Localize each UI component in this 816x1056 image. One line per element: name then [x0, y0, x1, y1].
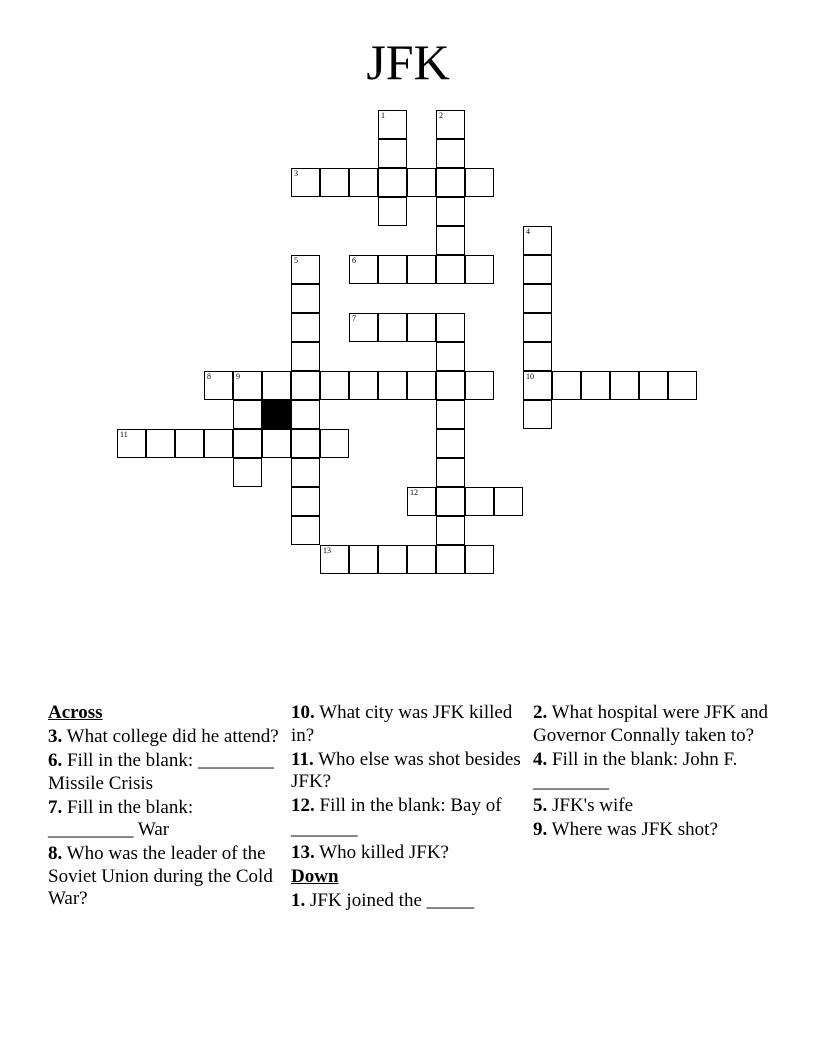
grid-cell[interactable] [378, 139, 407, 168]
grid-cell[interactable] [668, 371, 697, 400]
cell-number: 13 [323, 546, 331, 555]
grid-cell[interactable] [320, 168, 349, 197]
clue-number: 7. [48, 796, 63, 818]
grid-cell[interactable] [436, 400, 465, 429]
cell-number: 7 [352, 314, 356, 323]
grid-cell[interactable] [436, 110, 465, 139]
grid-cell[interactable] [262, 371, 291, 400]
clue-across-10 [291, 702, 526, 747]
clue-column-2 [291, 702, 526, 914]
grid-cell[interactable] [436, 458, 465, 487]
cell-number: 8 [207, 372, 211, 381]
grid-cell[interactable] [436, 313, 465, 342]
clue-text: JFK's wife [552, 795, 634, 816]
grid-cell[interactable] [523, 371, 552, 400]
grid-cell[interactable] [378, 110, 407, 139]
grid-cell[interactable] [349, 545, 378, 574]
grid-cell[interactable] [291, 458, 320, 487]
clue-text: Who else was shot besides JFK? [291, 748, 521, 792]
cell-number: 9 [236, 372, 240, 381]
cell-number: 1 [381, 111, 385, 120]
clue-text: Who killed JFK? [319, 841, 449, 863]
grid-cell[interactable] [436, 429, 465, 458]
grid-cell[interactable] [349, 313, 378, 342]
cell-number: 10 [526, 372, 534, 381]
grid-cell[interactable] [378, 168, 407, 197]
clue-down-5 [533, 795, 768, 818]
puzzle-title: JFK [366, 34, 450, 90]
clue-text: Fill in the blank: _________ War [48, 796, 194, 840]
grid-cell[interactable] [117, 429, 146, 458]
grid-cell[interactable] [465, 545, 494, 574]
grid-cell[interactable] [233, 458, 262, 487]
grid-cell[interactable] [523, 255, 552, 284]
grid-cell[interactable] [436, 139, 465, 168]
grid-cell[interactable] [436, 226, 465, 255]
clue-across-12 [291, 795, 526, 840]
grid-cell[interactable] [378, 371, 407, 400]
grid-cell[interactable] [349, 371, 378, 400]
grid-cell[interactable] [465, 255, 494, 284]
grid-cell[interactable] [175, 429, 204, 458]
grid-cell[interactable] [378, 545, 407, 574]
grid-cell[interactable] [436, 168, 465, 197]
grid-cell[interactable] [320, 371, 349, 400]
grid-cell[interactable] [320, 545, 349, 574]
grid-cell[interactable] [233, 400, 262, 429]
grid-cell[interactable] [378, 197, 407, 226]
grid-cell[interactable] [233, 371, 262, 400]
cell-number: 3 [294, 169, 298, 178]
grid-cell[interactable] [436, 371, 465, 400]
grid-cell[interactable] [465, 168, 494, 197]
clue-number: 5. [533, 795, 548, 816]
clue-across-6 [48, 750, 283, 795]
grid-cell[interactable] [291, 313, 320, 342]
clue-number: 2. [533, 702, 548, 723]
grid-cell[interactable] [581, 371, 610, 400]
clue-text: What city was JFK killed in? [291, 702, 513, 746]
clue-across-13 [291, 842, 526, 865]
grid-cell[interactable] [436, 197, 465, 226]
cell-number: 12 [410, 488, 418, 497]
cell-number: 2 [439, 111, 443, 120]
grid-cell[interactable] [436, 342, 465, 371]
grid-cell[interactable] [407, 371, 436, 400]
grid-cell[interactable] [639, 371, 668, 400]
grid-cell[interactable] [494, 487, 523, 516]
grid-cell[interactable] [523, 400, 552, 429]
clue-down-4 [533, 749, 768, 794]
clue-number: 1. [291, 889, 306, 911]
grid-cell[interactable] [146, 429, 175, 458]
clue-down-2 [533, 702, 768, 747]
clue-number: 8. [48, 843, 63, 864]
clue-number: 11. [291, 748, 314, 770]
grid-cell[interactable] [436, 255, 465, 284]
grid-cell[interactable] [378, 313, 407, 342]
grid-cell[interactable] [291, 342, 320, 371]
grid-cell[interactable] [291, 516, 320, 545]
grid-cell[interactable] [436, 516, 465, 545]
grid-cell[interactable] [291, 487, 320, 516]
grid-cell[interactable] [523, 226, 552, 255]
clue-text: Fill in the blank: John F. ________ [533, 748, 738, 792]
down-heading: Down [291, 865, 339, 887]
clue-text: JFK joined the _____ [310, 889, 475, 911]
grid-cell[interactable] [291, 284, 320, 313]
grid-cell[interactable] [349, 255, 378, 284]
grid-cell[interactable] [407, 168, 436, 197]
clue-text: What hospital were JFK and Governor Connally taken to? [533, 702, 769, 746]
grid-cell[interactable] [465, 371, 494, 400]
grid-cell[interactable] [233, 429, 262, 458]
clue-number: 12. [291, 795, 315, 816]
cell-number: 5 [294, 256, 298, 265]
clue-text: Who was the leader of the Soviet Union during the Cold War? [48, 843, 273, 909]
grid-cell[interactable] [523, 284, 552, 313]
grid-cell[interactable] [320, 429, 349, 458]
cell-number: 6 [352, 256, 356, 265]
grid-cell[interactable] [523, 342, 552, 371]
grid-cell[interactable] [407, 313, 436, 342]
grid-cell[interactable] [204, 429, 233, 458]
clue-across-7 [48, 797, 283, 842]
clue-text: Where was JFK shot? [551, 819, 718, 840]
grid-cell[interactable] [407, 255, 436, 284]
clue-across-11 [291, 749, 526, 794]
grid-cell[interactable] [436, 545, 465, 574]
clue-text: Fill in the blank: ________ Missile Crisis [48, 750, 274, 794]
grid-cell[interactable] [291, 371, 320, 400]
clue-number: 3. [48, 726, 63, 747]
clue-number: 13. [291, 841, 315, 863]
black-square [262, 400, 291, 429]
grid-cell[interactable] [552, 371, 581, 400]
clue-down-9 [533, 819, 768, 842]
clue-column-3 [533, 702, 768, 843]
grid-cell[interactable] [291, 400, 320, 429]
cell-number: 4 [526, 227, 530, 236]
grid-cell[interactable] [291, 168, 320, 197]
clue-column-1 [48, 702, 283, 912]
clue-text: What college did he attend? [66, 726, 279, 747]
grid-cell[interactable] [291, 429, 320, 458]
grid-cell[interactable] [523, 313, 552, 342]
grid-cell[interactable] [204, 371, 233, 400]
clue-number: 6. [48, 750, 63, 771]
grid-cell[interactable] [378, 255, 407, 284]
grid-cell[interactable] [610, 371, 639, 400]
grid-cell[interactable] [291, 255, 320, 284]
clue-text: Fill in the blank: Bay of _______ [291, 795, 502, 839]
clue-across-3 [48, 726, 283, 749]
clue-across-8 [48, 843, 283, 911]
clue-number: 4. [533, 748, 548, 770]
clue-number: 10. [291, 702, 315, 723]
grid-cell[interactable] [349, 168, 378, 197]
grid-cell[interactable] [407, 545, 436, 574]
across-heading: Across [48, 702, 103, 723]
grid-cell[interactable] [465, 487, 494, 516]
cell-number: 11 [120, 430, 128, 439]
clue-down-1 [291, 890, 526, 913]
grid-cell[interactable] [407, 487, 436, 516]
grid-cell[interactable] [262, 429, 291, 458]
clue-number: 9. [533, 819, 548, 840]
grid-cell[interactable] [436, 487, 465, 516]
